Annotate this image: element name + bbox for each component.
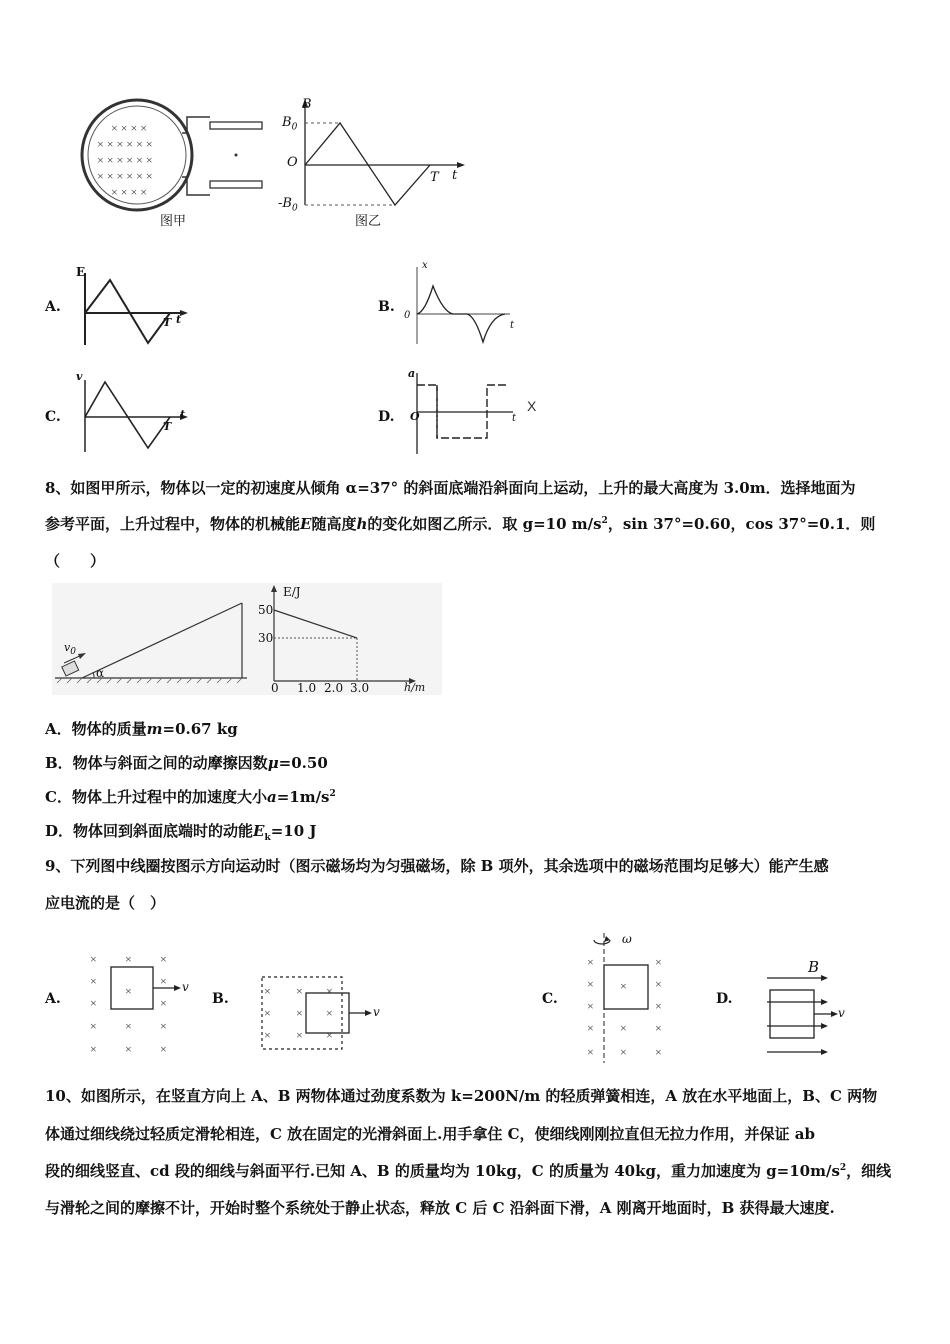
- svg-text:× × × × × ×: × × × × × ×: [97, 169, 153, 183]
- svg-text:×: ×: [587, 977, 594, 991]
- svg-text:×: ×: [90, 974, 97, 988]
- y-axis-label: E/J: [283, 585, 301, 599]
- b0-label: $B_0$: [282, 115, 298, 133]
- q8-stem-line3: （ ）: [45, 552, 106, 570]
- fig-jia-ring: [82, 100, 262, 210]
- q9-option-d-letter[interactable]: D.: [716, 991, 733, 1007]
- q8-choice-a[interactable]: A．物体的质量m=0.67 kg: [45, 720, 238, 738]
- axis-b-label: B: [302, 97, 312, 112]
- q8-stem-line2: 参考平面，上升过程中，物体的机械能E随高度h的变化如图乙所示．取 g=10 $m/s^2$，sin 37°=0.60，cos 37°=0.1．则: [45, 515, 876, 533]
- q9-d-field: B: [808, 958, 820, 976]
- svg-text:×: ×: [125, 1042, 132, 1056]
- svg-text:×: ×: [264, 984, 271, 998]
- q9-option-a-figure[interactable]: [85, 945, 195, 1060]
- q10-stem-line1: 10、如图所示，在竖直方向上 A、B 两物体通过劲度系数为 k=200N/m 的轻质弹簧相连，A 放在水平地面上，B、C 两物: [45, 1087, 878, 1105]
- q7-d-time: t: [512, 413, 517, 424]
- q8-choice-d[interactable]: D．物体回到斜面底端时的动能$E_k=10$ J: [45, 822, 317, 843]
- x-axis-label: h/m: [404, 681, 426, 694]
- q7-a-time: t: [176, 313, 182, 326]
- svg-text:×: ×: [90, 996, 97, 1010]
- q7-a-period: T: [163, 316, 172, 329]
- svg-text:×: ×: [125, 984, 132, 998]
- neg-b0-label: $-B_0$: [278, 196, 298, 214]
- svg-text:×: ×: [620, 979, 627, 993]
- q10-stem-line3: 段的细线竖直、cd 段的细线与斜面平行.已知 A、B 的质量均为 10kg，C 的质量为 40kg，重力加速度为 $g=10m/s^2$，细线: [45, 1162, 892, 1180]
- svg-text:×: ×: [326, 984, 333, 998]
- svg-text:×: ×: [160, 952, 167, 966]
- svg-text:×: ×: [264, 1028, 271, 1042]
- svg-text:×: ×: [655, 977, 662, 991]
- q10-stem-line2: 体通过细线绕过轻质定滑轮相连，C 放在固定的光滑斜面上.用手拿住 C，使细线刚刚拉直但无拉力作用，并保证 ab: [45, 1125, 815, 1143]
- fig-jia-caption: 图甲: [160, 214, 187, 229]
- q10-stem-line4: 与滑轮之间的摩擦不计，开始时整个系统处于静止状态，释放 C 后 C 沿斜面下滑，A 刚离开地面时，B 获得最大速度.: [45, 1199, 835, 1217]
- q9-c-omega: ω: [622, 932, 632, 946]
- svg-text:×: ×: [655, 1021, 662, 1035]
- q7-option-b-graph[interactable]: [405, 262, 520, 347]
- alpha-label: α: [96, 666, 105, 680]
- q7-option-a-letter[interactable]: A.: [45, 299, 61, 315]
- x-tick-0: 0: [271, 681, 279, 695]
- v0-label: $v_0$: [64, 641, 76, 658]
- q8-figure: [52, 583, 442, 695]
- x-tick-2: 2.0: [324, 681, 344, 695]
- svg-text:×: ×: [125, 1019, 132, 1033]
- q7-d-axis: a: [408, 367, 416, 380]
- origin-label: O: [287, 155, 298, 170]
- q9-option-c-letter[interactable]: C.: [542, 991, 558, 1007]
- incline-diagram: [55, 603, 247, 683]
- q9-stem-line1: 9、下列图中线圈按图示方向运动时（图示磁场均为匀强磁场，除 B 项外，其余选项中的磁场范围均足够大）能产生感: [45, 857, 829, 875]
- energy-height-graph: [271, 585, 416, 684]
- q7-d-zero: O: [410, 410, 420, 423]
- svg-text:× × × ×: × × × ×: [111, 185, 148, 199]
- q8-choice-c[interactable]: C．物体上升过程中的加速度大小$a=1m/s^2$: [45, 788, 336, 806]
- q7-option-c-graph[interactable]: [70, 372, 195, 457]
- y-tick-30: 30: [258, 631, 274, 645]
- q7-b-axis: x: [422, 260, 428, 271]
- q9-option-c-figure[interactable]: [582, 928, 677, 1063]
- svg-text:×: ×: [620, 1045, 627, 1059]
- period-label: T: [430, 170, 439, 185]
- svg-text:×: ×: [326, 1028, 333, 1042]
- q9-option-a-letter[interactable]: A.: [45, 991, 61, 1007]
- x-tick-1: 1.0: [297, 681, 317, 695]
- svg-text:×: ×: [160, 974, 167, 988]
- time-label: t: [452, 168, 458, 183]
- q7-figure: [75, 95, 475, 235]
- q7-b-zero: 0: [404, 310, 411, 321]
- q7-b-time: t: [510, 320, 515, 331]
- q7-option-b-letter[interactable]: B.: [378, 299, 395, 315]
- svg-text:× × × ×: × × × ×: [111, 121, 148, 135]
- q9-a-velocity: v: [182, 980, 189, 994]
- q7-c-axis: v: [76, 370, 83, 383]
- svg-text:×: ×: [125, 952, 132, 966]
- svg-text:×: ×: [296, 1028, 303, 1042]
- svg-text:×: ×: [587, 1045, 594, 1059]
- q9-option-d-figure[interactable]: [762, 972, 862, 1060]
- q9-option-b-letter[interactable]: B.: [212, 991, 229, 1007]
- svg-text:×: ×: [90, 952, 97, 966]
- svg-text:×: ×: [655, 999, 662, 1013]
- svg-text:×: ×: [296, 1006, 303, 1020]
- svg-text:× × × × × ×: × × × × × ×: [97, 137, 153, 151]
- svg-text:×: ×: [90, 1042, 97, 1056]
- q7-c-time: t: [180, 408, 186, 421]
- q7-c-period: T: [163, 420, 172, 433]
- svg-text:×: ×: [587, 1021, 594, 1035]
- svg-text:×: ×: [655, 955, 662, 969]
- fig-yi-caption: 图乙: [355, 214, 382, 229]
- svg-text:×: ×: [326, 1006, 333, 1020]
- fig-yi-graph: [302, 99, 465, 205]
- svg-text:×: ×: [160, 1019, 167, 1033]
- x-tick-3: 3.0: [350, 681, 370, 695]
- svg-text:×: ×: [620, 1021, 627, 1035]
- svg-text:×: ×: [90, 1019, 97, 1033]
- q7-option-a-graph[interactable]: [70, 265, 195, 350]
- svg-text:×: ×: [296, 984, 303, 998]
- q8-stem-line1: 8、如图甲所示，物体以一定的初速度从倾角 α=37° 的斜面底端沿斜面向上运动，上升的最大高度为 3.0m．选择地面为: [45, 479, 856, 497]
- q8-choice-b[interactable]: B．物体与斜面之间的动摩擦因数μ=0.50: [45, 754, 328, 772]
- q9-d-velocity: v: [838, 1006, 845, 1020]
- q7-a-axis: E: [76, 265, 86, 279]
- y-tick-50: 50: [258, 603, 274, 617]
- svg-text:×: ×: [587, 955, 594, 969]
- svg-text:×: ×: [587, 999, 594, 1013]
- q9-option-b-figure[interactable]: [258, 973, 383, 1053]
- q9-b-velocity: v: [373, 1005, 380, 1019]
- svg-text:×: ×: [264, 1006, 271, 1020]
- q7-d-cross-mark: X: [527, 398, 537, 414]
- q7-option-c-letter[interactable]: C.: [45, 409, 61, 425]
- svg-text:×: ×: [655, 1045, 662, 1059]
- svg-text:×: ×: [160, 1042, 167, 1056]
- svg-text:× × × × × ×: × × × × × ×: [97, 153, 153, 167]
- svg-text:×: ×: [160, 996, 167, 1010]
- q7-option-d-letter[interactable]: D.: [378, 409, 395, 425]
- q7-option-d-graph[interactable]: [405, 368, 525, 458]
- q9-stem-line2: 应电流的是（ ）: [45, 894, 166, 912]
